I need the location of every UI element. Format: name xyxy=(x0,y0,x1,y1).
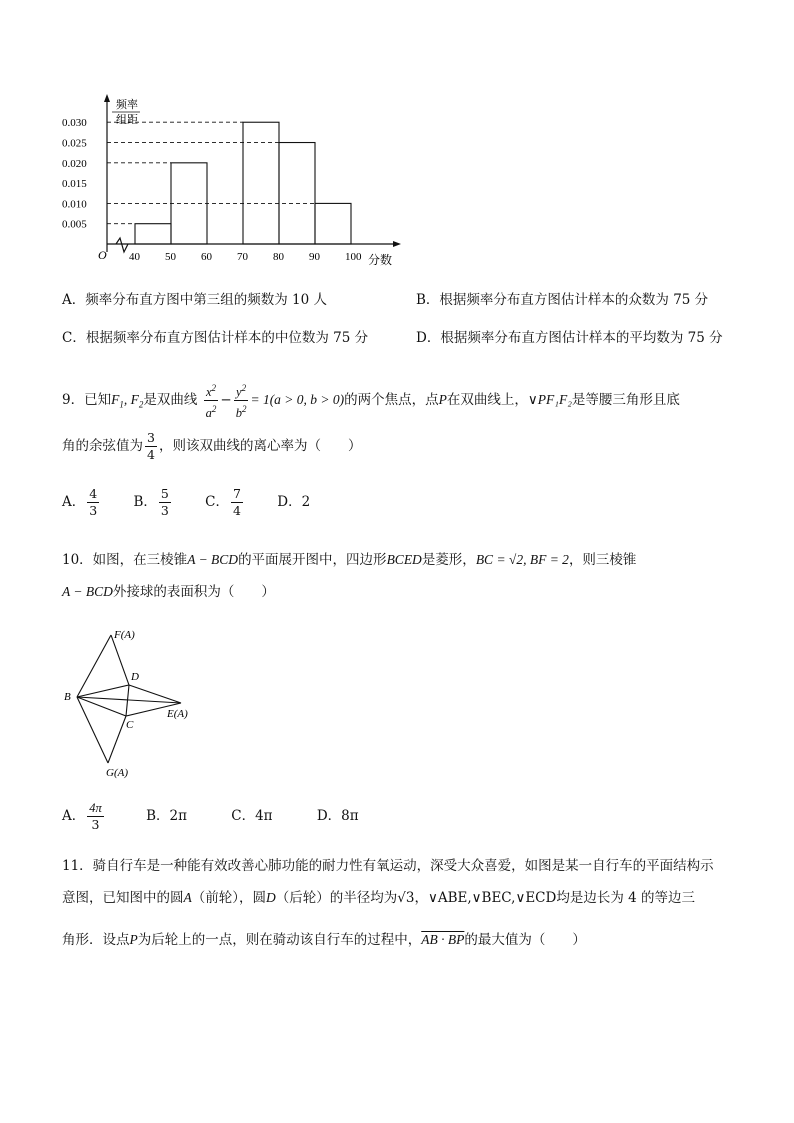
q9-option-c: C． $\frac{7}{4}$ xyxy=(205,486,241,518)
label-g: G(A) xyxy=(106,767,128,779)
histogram-chart xyxy=(60,92,410,272)
q9-line1: 9．已知$F_1$, $F_2$是双曲线 $\frac{x^2}{a^2}$ − $\frac{y^2}{b^2}$ = 1(a > 0, b > 0)的两个焦点，点P在双曲线上，∨PF₁F₂是等腰三角形且底 xyxy=(62,380,680,422)
q8-option-b: B．根据频率分布直方图估计样本的众数为 75 分 xyxy=(416,292,709,308)
q8-option-a: A．频率分布直方图中第三组的频数为 10 人 xyxy=(62,292,328,308)
q10-option-a: A． $\frac{4\pi}{3}$ xyxy=(62,801,102,832)
histogram-bar xyxy=(279,143,315,244)
y-tick-label: 0.010 xyxy=(62,198,87,211)
q9-option-b: B． $\frac{5}{3}$ xyxy=(133,486,169,518)
x-tick-label: 40 xyxy=(129,251,140,263)
q9-frac-x: $\frac{x^2}{a^2}$ xyxy=(204,380,219,421)
q9-eq-rhs: = 1(a > 0, b > 0) xyxy=(250,392,345,408)
x-axis-arrow xyxy=(393,241,401,247)
q9-mid2: 的两个焦点，点 xyxy=(344,392,439,409)
y-tick-label: 0.025 xyxy=(62,137,87,150)
label-d: D xyxy=(131,671,139,683)
label-c: C xyxy=(126,719,134,731)
y-axis-arrow xyxy=(104,94,110,102)
q10-line2: A − BCD外接球的表面积为（ ） xyxy=(62,584,275,600)
q9-option-d: D．2 xyxy=(277,494,311,510)
label-f: F(A) xyxy=(114,629,135,641)
x-tick-label: 50 xyxy=(165,251,176,263)
q10-option-d: D．8π xyxy=(316,808,359,824)
q10-net-figure xyxy=(60,625,210,780)
x-tick-label: 80 xyxy=(273,251,284,263)
q10-options xyxy=(62,796,359,836)
label-b: B xyxy=(64,691,71,703)
q9-frac-y: $\frac{y^2}{b^2}$ xyxy=(234,380,249,421)
x-tick-label: 70 xyxy=(237,251,248,263)
ylabel-bottom: 组距 xyxy=(116,114,138,126)
q11-line2: 意图，已知图中的圆A（前轮），圆D（后轮）的半径均为√3，∨ABE,∨BEC,∨ECD均是边长为 4 的等边三 xyxy=(62,890,696,906)
q9-foci: $F_1$, $F_2$ xyxy=(111,392,144,410)
origin-label: O xyxy=(98,248,107,262)
q8-option-c: C．根据频率分布直方图估计样本的中位数为 75 分 xyxy=(62,330,369,346)
q9-triangle: ∨PF₁F₂ xyxy=(527,392,572,408)
q9-tail1: 是等腰三角形且底 xyxy=(571,392,680,409)
q11-line3: 角形．设点P为后轮上的一点，则在骑动该自行车的过程中，AB · BP的最大值为（ ） xyxy=(62,932,586,948)
xlabel: 分数 xyxy=(368,253,393,267)
q10-line1: 10．如图，在三棱锥A − BCD的平面展开图中，四边形BCED是菱形，BC = √2, BF = 2，则三棱锥 xyxy=(62,552,637,568)
q11-dot-product: AB · BP xyxy=(421,932,465,947)
q8-option-d: D．根据频率分布直方图估计样本的平均数为 75 分 xyxy=(416,330,723,346)
x-tick-label: 100 xyxy=(345,251,362,263)
q9-mid1: 是双曲线 xyxy=(143,392,198,409)
q10-option-b: B．2π xyxy=(146,808,187,824)
ylabel-top: 频率 xyxy=(116,99,138,111)
label-e: E(A) xyxy=(167,708,188,720)
q9-p: P xyxy=(438,392,447,408)
q11-line1: 11．骑自行车是一种能有效改善心肺功能的耐力性有氧运动，深受大众喜爱，如图是某一自行车的平面结构示 xyxy=(62,858,714,874)
q9-mid3: 在双曲线上， xyxy=(446,392,528,409)
q9-line2b: ，则该双曲线的离心率为（ ） xyxy=(158,438,362,454)
q10-option-c: C．4π xyxy=(231,808,273,824)
histogram-bar xyxy=(315,203,351,244)
y-tick-label: 0.030 xyxy=(62,117,87,130)
q9-prefix: 9．已知 xyxy=(62,392,112,409)
histogram-bar xyxy=(135,224,171,244)
q9-options xyxy=(62,482,310,522)
y-tick-label: 0.015 xyxy=(62,178,87,191)
x-tick-label: 90 xyxy=(309,251,320,263)
y-tick-label: 0.005 xyxy=(62,218,87,231)
q9-line2 xyxy=(62,428,361,464)
x-tick-label: 60 xyxy=(201,251,212,263)
q9-option-a: A． $\frac{4}{3}$ xyxy=(62,486,98,518)
y-tick-label: 0.020 xyxy=(62,157,87,170)
q9-line2a: 角的余弦值为 xyxy=(62,438,143,454)
q9-cos-frac: $\frac{3}{4}$ xyxy=(147,430,155,462)
histogram-bar xyxy=(243,122,279,244)
axis-break-mark xyxy=(116,238,128,252)
